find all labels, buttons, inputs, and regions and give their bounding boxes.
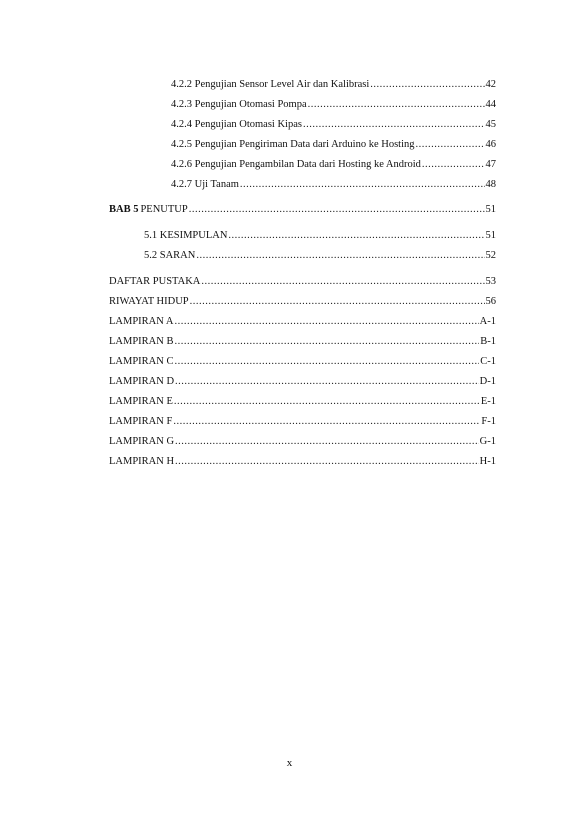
dot-leader xyxy=(174,355,479,369)
toc-entry-label: 4.2.6 Pengujian Pengambilan Data dari Hosting ke Android xyxy=(171,159,421,170)
toc-entry-4-2-3 xyxy=(171,98,496,112)
dot-leader xyxy=(228,229,484,243)
dot-leader xyxy=(175,455,479,469)
toc-entry-label: RIWAYAT HIDUP xyxy=(109,296,189,307)
toc-entry-page: 42 xyxy=(485,79,496,90)
toc-entry-label: LAMPIRAN C xyxy=(109,356,174,367)
dot-leader xyxy=(303,118,485,132)
toc-entry-label: 4.2.2 Pengujian Sensor Level Air dan Kalibrasi xyxy=(171,79,370,90)
toc-entry-label: 4.2.5 Pengujian Pengiriman Data dari Arduino ke Hosting xyxy=(171,139,415,150)
toc-entry-lampiran-c xyxy=(109,355,496,369)
dot-leader xyxy=(175,375,479,389)
toc-entry-page: D-1 xyxy=(479,376,496,387)
toc-entry-page: 44 xyxy=(485,99,496,110)
toc-entry-page: C-1 xyxy=(480,356,496,367)
toc-entry-label: LAMPIRAN A xyxy=(109,316,174,327)
dot-leader xyxy=(174,335,479,349)
toc-entry-5-2 xyxy=(144,249,496,263)
toc-entry-page: H-1 xyxy=(479,456,496,467)
toc-entry-lampiran-g xyxy=(109,435,496,449)
dot-leader xyxy=(240,178,485,192)
toc-entry-lampiran-f xyxy=(109,415,496,429)
toc-entry-page: B-1 xyxy=(480,336,496,347)
toc-entry-label: LAMPIRAN B xyxy=(109,336,174,347)
toc-entry-4-2-6 xyxy=(171,158,496,172)
toc-entry-page: 52 xyxy=(485,250,496,261)
toc-entry-label: DAFTAR PUSTAKA xyxy=(109,276,201,287)
toc-entry-page: A-1 xyxy=(479,316,496,327)
toc-entry-page: 53 xyxy=(485,276,496,287)
toc-entry-label: LAMPIRAN H xyxy=(109,456,175,467)
toc-entry-page: 46 xyxy=(485,139,496,150)
dot-leader xyxy=(196,249,484,263)
toc-entry-label: LAMPIRAN E xyxy=(109,396,173,407)
toc-entry-4-2-5 xyxy=(171,138,496,152)
toc-entry-label: 4.2.7 Uji Tanam xyxy=(171,179,239,190)
dot-leader xyxy=(308,98,485,112)
toc-entry-lampiran-e xyxy=(109,395,496,409)
toc-entry-page: E-1 xyxy=(480,396,496,407)
toc-entry-label: 5.1 KESIMPULAN xyxy=(144,230,228,241)
toc-entry-chapter-5 xyxy=(109,203,496,217)
toc-entry-daftar-pustaka xyxy=(109,275,496,289)
page-number: x xyxy=(286,757,293,769)
toc-entry-page: 51 xyxy=(485,230,496,241)
dot-leader xyxy=(175,435,479,449)
toc-entry-lampiran-a xyxy=(109,315,496,329)
dot-leader xyxy=(416,138,485,152)
toc-entry-label: LAMPIRAN G xyxy=(109,436,175,447)
toc-entry-label: 5.2 SARAN xyxy=(144,250,196,261)
dot-leader xyxy=(189,203,485,217)
toc-entry-4-2-2 xyxy=(171,78,496,92)
chapter-prefix: BAB 5 xyxy=(109,204,139,215)
dot-leader xyxy=(422,158,485,172)
dot-leader xyxy=(190,295,485,309)
toc-entry-page: F-1 xyxy=(481,416,496,427)
toc-entry-page: 45 xyxy=(485,119,496,130)
toc-entry-lampiran-d xyxy=(109,375,496,389)
toc-entry-page: G-1 xyxy=(479,436,496,447)
toc-entry-page: 47 xyxy=(485,159,496,170)
toc-entry-label: 4.2.4 Pengujian Otomasi Kipas xyxy=(171,119,302,130)
toc-entry-lampiran-h xyxy=(109,455,496,469)
dot-leader xyxy=(201,275,484,289)
toc-entry-page: 48 xyxy=(485,179,496,190)
toc-entry-page: 56 xyxy=(485,296,496,307)
toc-entry-4-2-7 xyxy=(171,178,496,192)
toc-entry-label: LAMPIRAN F xyxy=(109,416,173,427)
toc-entry-label: 4.2.3 Pengujian Otomasi Pompa xyxy=(171,99,307,110)
chapter-title: PENUTUP xyxy=(140,204,188,215)
dot-leader xyxy=(174,395,480,409)
toc-entry-riwayat-hidup xyxy=(109,295,496,309)
dot-leader xyxy=(174,315,478,329)
dot-leader xyxy=(370,78,484,92)
dot-leader xyxy=(173,415,480,429)
toc-entry-lampiran-b xyxy=(109,335,496,349)
toc-entry-page: 51 xyxy=(485,204,496,215)
toc-entry-4-2-4 xyxy=(171,118,496,132)
toc-chapter-label xyxy=(109,203,188,217)
toc-entry-label: LAMPIRAN D xyxy=(109,376,175,387)
toc-entry-5-1 xyxy=(144,229,496,243)
